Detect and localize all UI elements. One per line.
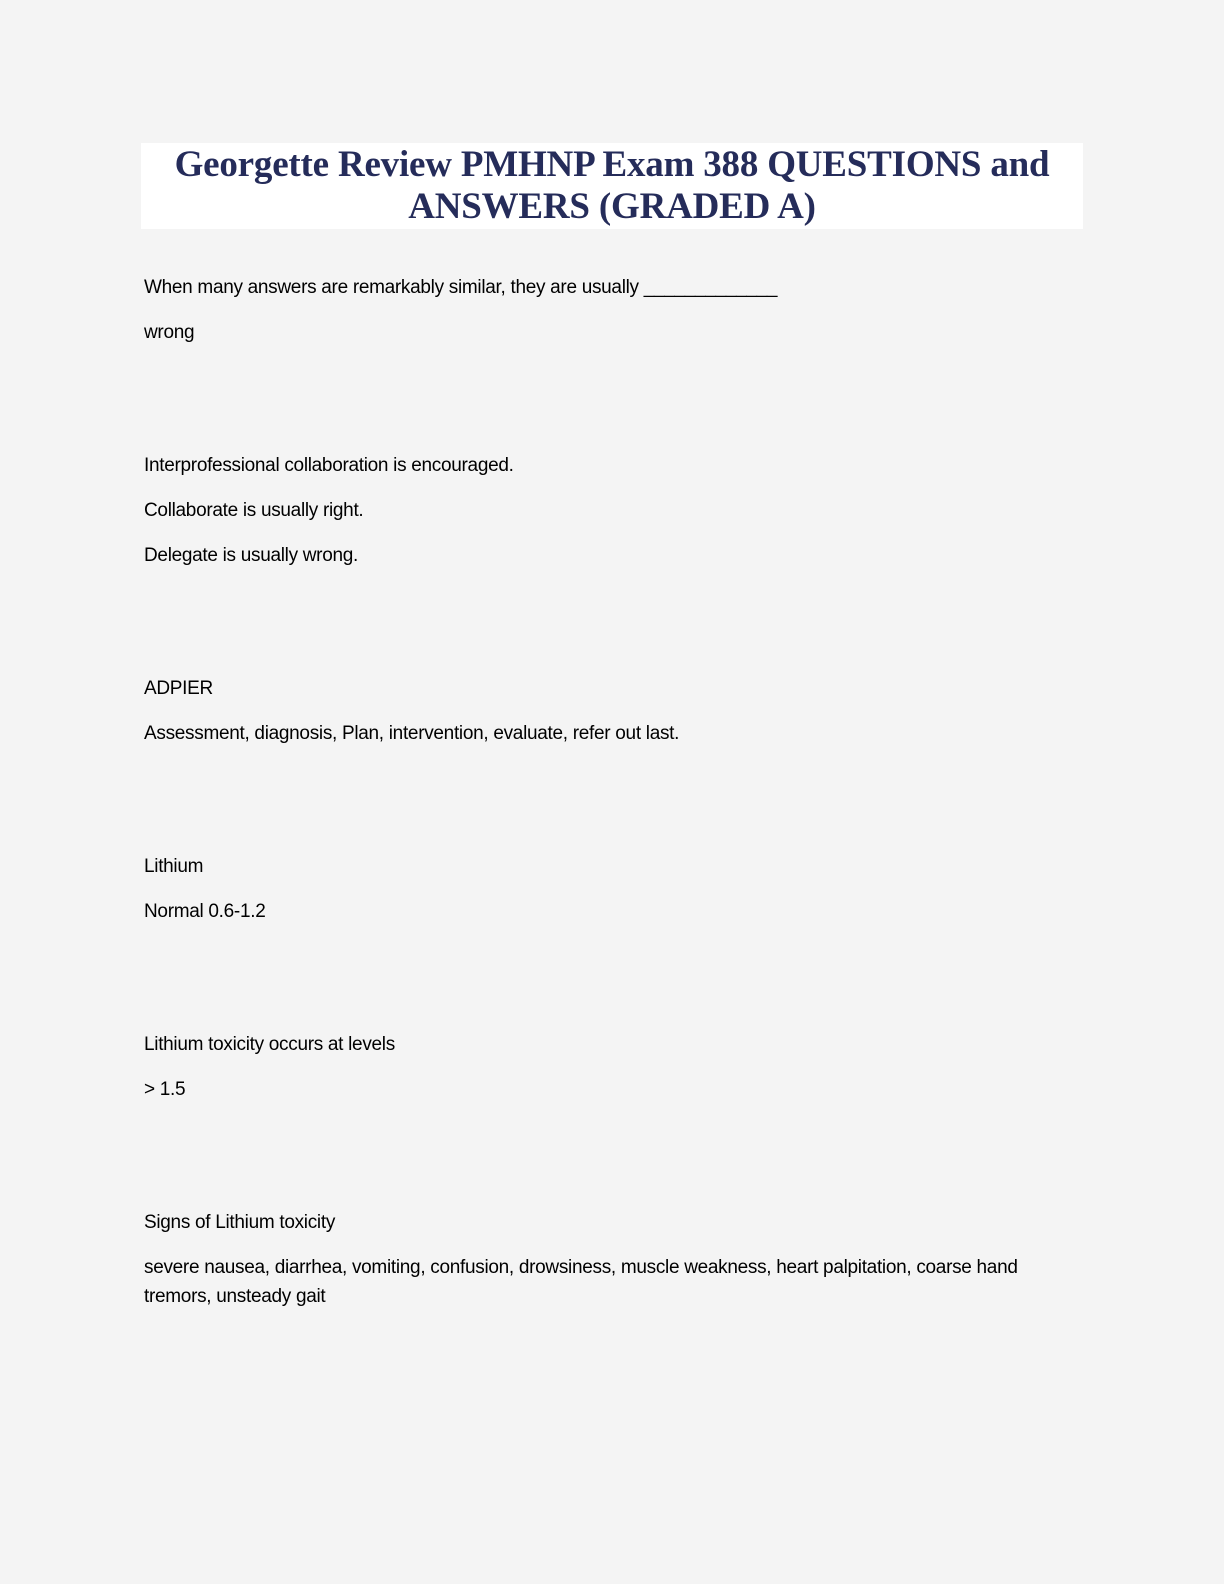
answer-text: Normal 0.6-1.2 (144, 901, 266, 922)
document-title: Georgette Review PMHNP Exam 388 QUESTIONS and ANSWERS (GRADED A) (174, 144, 1050, 227)
answer-text: Delegate is usually wrong. (144, 545, 358, 566)
question-text: When many answers are remarkably similar, they are usually _____________ (144, 277, 778, 298)
answer-text: wrong (144, 322, 195, 343)
answer-text: Collaborate is usually right. (144, 500, 364, 521)
question-text: Lithium (144, 856, 204, 877)
question-text: ADPIER (144, 678, 213, 699)
answer-text: Assessment, diagnosis, Plan, intervention, evaluate, refer out last. (144, 723, 680, 744)
qa-entry (144, 273, 1074, 347)
answer-text: severe nausea, diarrhea, vomiting, confusion, drowsiness, muscle weakness, heart palpitation, coarse hand tremors, unsteady gait (144, 1257, 1018, 1307)
question-text: Signs of Lithium toxicity (144, 1212, 336, 1233)
qa-entry (144, 852, 1074, 926)
title-box (141, 143, 1083, 229)
answer-text: > 1.5 (144, 1079, 186, 1100)
qa-entry (144, 1030, 1074, 1104)
qa-entry (144, 1208, 1074, 1311)
qa-entry (144, 451, 1074, 570)
qa-entry (144, 674, 1074, 748)
question-text: Lithium toxicity occurs at levels (144, 1034, 395, 1055)
question-text: Interprofessional collaboration is encouraged. (144, 455, 514, 476)
